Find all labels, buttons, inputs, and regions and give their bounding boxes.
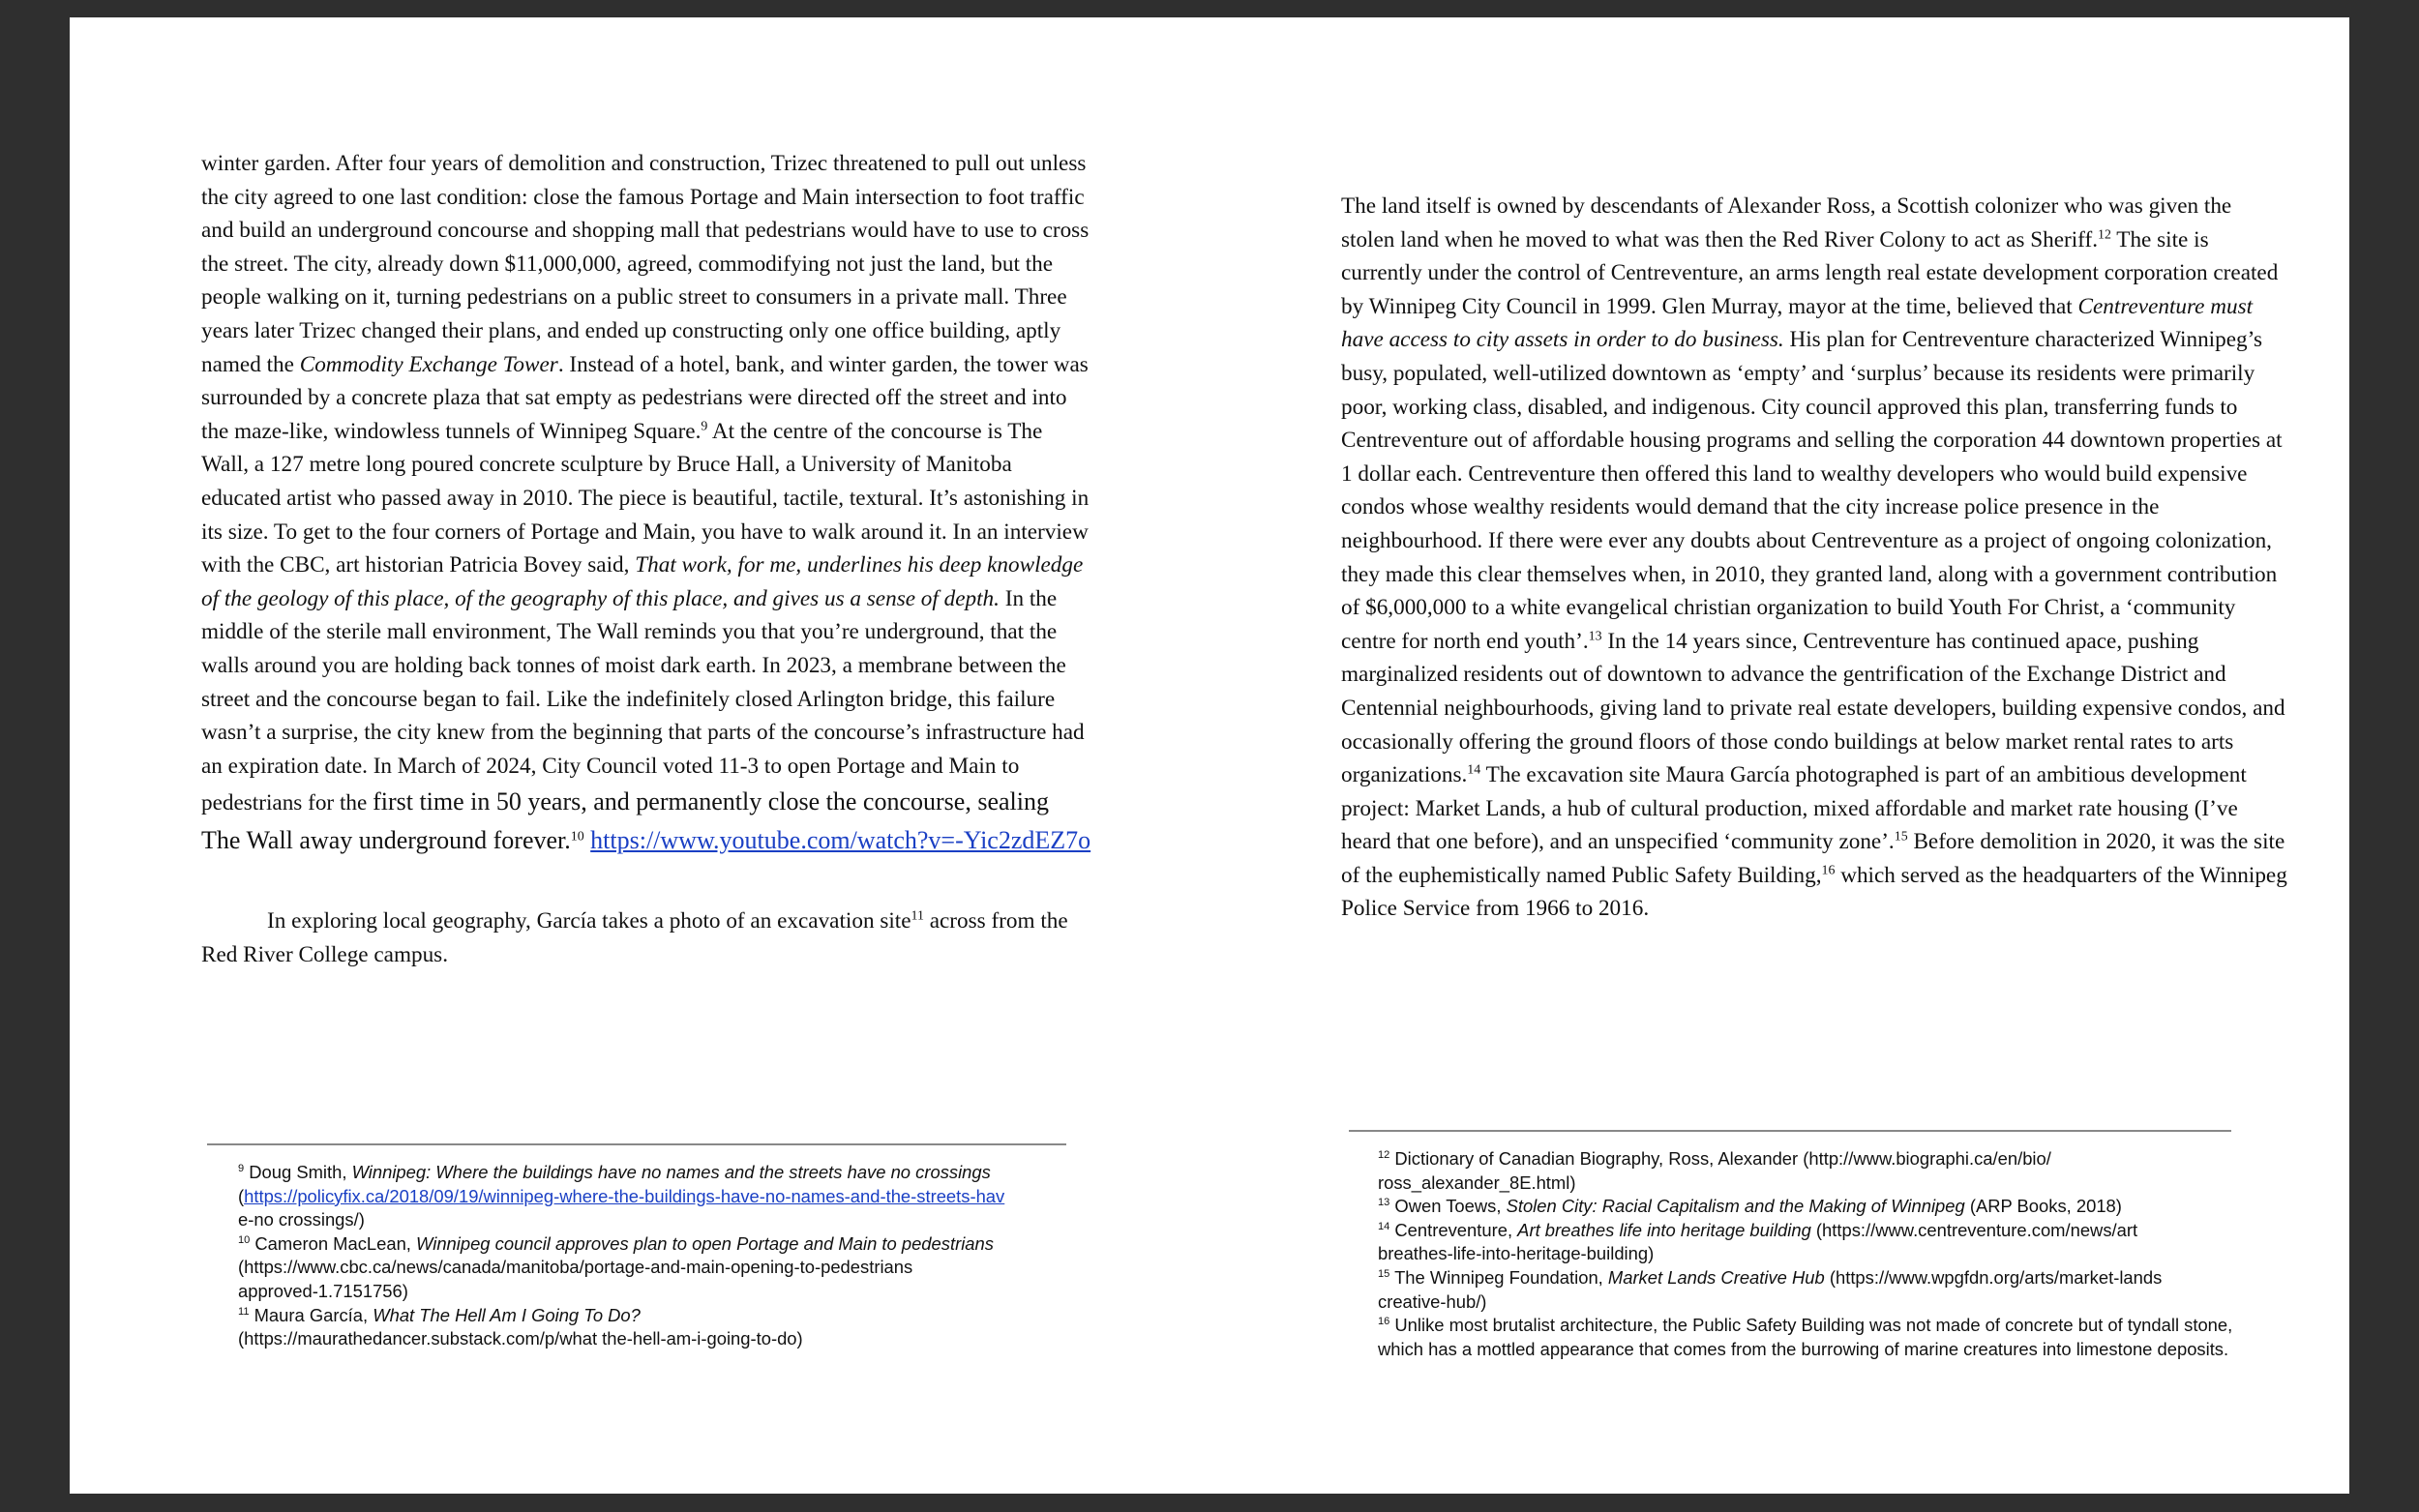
right-paragraph-1: The land itself is owned by descendants of Alexander Ross, a Scottish colonizer who was given the stolen land when he moved to what was then the Red River Colony to act as Sheriff.$^{12}$ The site is currently under the control of Centreventure, an arms length real estate development corporation created by Winnipeg City Council in 1999. Glen Murray, mayor at the time, believed that Centreventure must have access to city assets in order to do business. His plan for Centreventure characterized Winnipeg’s busy, populated, well-utilized downtown as ‘empty’ and ‘surplus’ because its residents were primarily poor, working class, disabled, and indigenous. City council approved this plan, transferring funds to Centreventure out of affordable housing programs and selling the corporation 44 downtown properties at 1 dollar each. Centreventure then offered this land to wealthy developers who would build expensive condos whose wealthy residents would demand that the city increase police presence in the neighbourhood. If there were ever any doubts about Centreventure as a project of ongoing colonization, they made this clear themselves when, in 2010, they granted land, along with a government contribution of $6,000,000 to a white evangelical christian organization to build Youth For Christ, a ‘community centre for north end youth’.$^{13}$ In the 14 years since, Centreventure has continued apace, pushing marginalized residents out of downtown to advance the gentrification of the Exchange District and Centennial neighbourhoods, giving land to private real estate developers, building expensive condos, and occasionally offering the ground floors of those condo buildings at below market rental rates to arts organizations.$^{14}$ The excavation site Maura García photographed is part of an ambitious development project: Market Lands, a hub of cultural production, mixed affordable and market rate housing (I’ve heard that one before), and an unspecified ‘community zone’.$^{15}$ Before demolition in 2020, it was the site of the euphemistically named Public Safety Building,$^{16}$ which served as the headquarters of the Winnipeg Police Service from 1966 to 2016.: [1341, 193, 2287, 922]
footnote-ref-13[interactable]: 13: [1588, 628, 1602, 643]
footnote-ref-12[interactable]: 12: [2098, 226, 2111, 242]
footnote-16: $^{16}$ Unlike most brutalist architecture, the Public Safety Building was not made of concrete but of tyndall stone, which has a mottled appearance that comes from the burrowing of marine creatures into limestone deposits.: [1378, 1315, 2233, 1359]
footnote-ref-11[interactable]: 11: [911, 908, 924, 924]
footnote-ref-15[interactable]: 15: [1894, 829, 1908, 845]
footnote-14: $^{14}$ Centreventure, Art breathes life into heritage building (https://www.centreventure.com/news/art: [1378, 1219, 2138, 1240]
footnote-9: $^9$ Doug Smith, Winnipeg: Where the buildings have no names and the streets have no crossings: [238, 1162, 991, 1182]
footnote-13: $^{13}$ Owen Toews, Stolen City: Racial Capitalism and the Making of Winnipeg (ARP Books, 2018): [1378, 1196, 2122, 1217]
footnote-11: $^{11}$ Maura García, What The Hell Am I Going To Do?: [238, 1304, 641, 1325]
left-footnotes: $^9$ Doug Smith, Winnipeg: Where the buildings have no names and the streets have no crossings (https://policyfix.ca/2018/09/19/winnipeg-where-the-buildings-have-no-names-and-the-streets-hav e-no crossings/) $^{10}$ Cameron MacLean, Winnipeg council approves plan to open Portage and Main to pedestrians (https://www.cbc.ca/news/canada/manitoba/portage-and-main-opening-to-pedestrians approved-1.7151756) $^{11}$ Maura García, What The Hell Am I Going To Do? (https://maurathedancer.substack.com/p/what the-hell-am-i-going-to-do): [238, 1161, 1090, 1351]
right-column: [1341, 190, 2289, 926]
right-footnotes: $^{12}$ Dictionary of Canadian Biography, Ross, Alexander (http://www.biographi.ca/en/bio/ ross_alexander_8E.html) $^{13}$ Owen Toews, Stolen City: Racial Capitalism and the Making of Winnipeg (ARP Books, 2018) $^{14}$ Centreventure, Art breathes life into heritage building (https://www.centreventure.com/news/art breathes-life-into-heritage-building) $^{15}$ The Winnipeg Foundation, Market Lands Creative Hub (https://www.wpgfdn.org/arts/market-lands creative-hub/) $^{16}$ Unlike most brutalist architecture, the Public Safety Building was not made of concrete but of tyndall stone, which has a mottled appearance that comes from the burrowing of marine creatures into limestone deposits.: [1378, 1147, 2268, 1361]
footnote-ref-9[interactable]: 9: [701, 419, 708, 434]
left-footnote-divider: [207, 1143, 1066, 1145]
footnote-15: $^{15}$ The Winnipeg Foundation, Market Lands Creative Hub (https://www.wpgfdn.org/arts/market-lands: [1378, 1266, 2163, 1288]
footnote-12: $^{12}$ Dictionary of Canadian Biography, Ross, Alexander (http://www.biographi.ca/en/bio/: [1378, 1148, 2051, 1169]
footnote-ref-10[interactable]: 10: [570, 829, 584, 845]
left-paragraph-1: winter garden. After four years of demolition and construction, Trizec threatened to pull out unless the city agreed to one last condition: close the famous Portage and Main intersection to foot traffic and build an underground concourse and shopping mall that pedestrians would have to use to cross the street. The city, already down $11,000,000, agreed, commodifying not just the land, but the people walking on it, turning pedestrians on a public street to consumers in a private mall. Three years later Trizec changed their plans, and ended up constructing only one office building, aptly named the Commodity Exchange Tower. Instead of a hotel, bank, and winter garden, the tower was surrounded by a concrete plaza that sat empty as pedestrians were directed off the street and into the maze-like, windowless tunnels of Winnipeg Square.$^9$ At the centre of the concourse is The Wall, a 127 metre long poured concrete sculpture by Bruce Hall, a University of Manitoba educated artist who passed away in 2010. The piece is beautiful, tactile, textural. It’s astonishing in its size. To get to the four corners of Portage and Main, you have to walk around it. In an interview with the CBC, art historian Patricia Bovey said, That work, for me, underlines his deep knowledge of the geology of this place, of the geography of this place, and gives us a sense of depth. In the middle of the sterile mall environment, The Wall reminds you that you’re underground, that the walls around you are holding back tonnes of moist dark earth. In 2023, a membrane between the street and the concourse began to fail. Like the indefinitely closed Arlington bridge, this failure wasn’t a surprise, the city knew from the beginning that parts of the concourse’s infrastructure had an expiration date. In March of 2024, City Council voted 11-3 to open Portage and Main to pedestrians for the first time in 50 years, and permanently close the concourse, sealing The Wall away underground forever.$^{10}$ https://www.youtube.com/watch?v=-Yic2zdEZ7o: [201, 151, 1091, 855]
footnote-ref-16[interactable]: 16: [1821, 863, 1836, 878]
footnote-ref-14[interactable]: 14: [1467, 762, 1481, 778]
footnote-10: $^{10}$ Cameron MacLean, Winnipeg council approves plan to open Portage and Main to pedestrians: [238, 1232, 994, 1254]
left-paragraph-2: In exploring local geography, García takes a photo of an excavation site$^{11}$ across from the Red River College campus.: [201, 908, 1068, 967]
policyfix-link[interactable]: https://policyfix.ca/2018/09/19/winnipeg-where-the-buildings-have-no-names-and-the-streets-hav: [244, 1185, 1005, 1206]
left-column: [201, 147, 1091, 971]
document-page: [70, 17, 2349, 1494]
right-footnote-divider: [1349, 1130, 2231, 1132]
youtube-link[interactable]: https://www.youtube.com/watch?v=-Yic2zdEZ7o: [590, 826, 1091, 855]
